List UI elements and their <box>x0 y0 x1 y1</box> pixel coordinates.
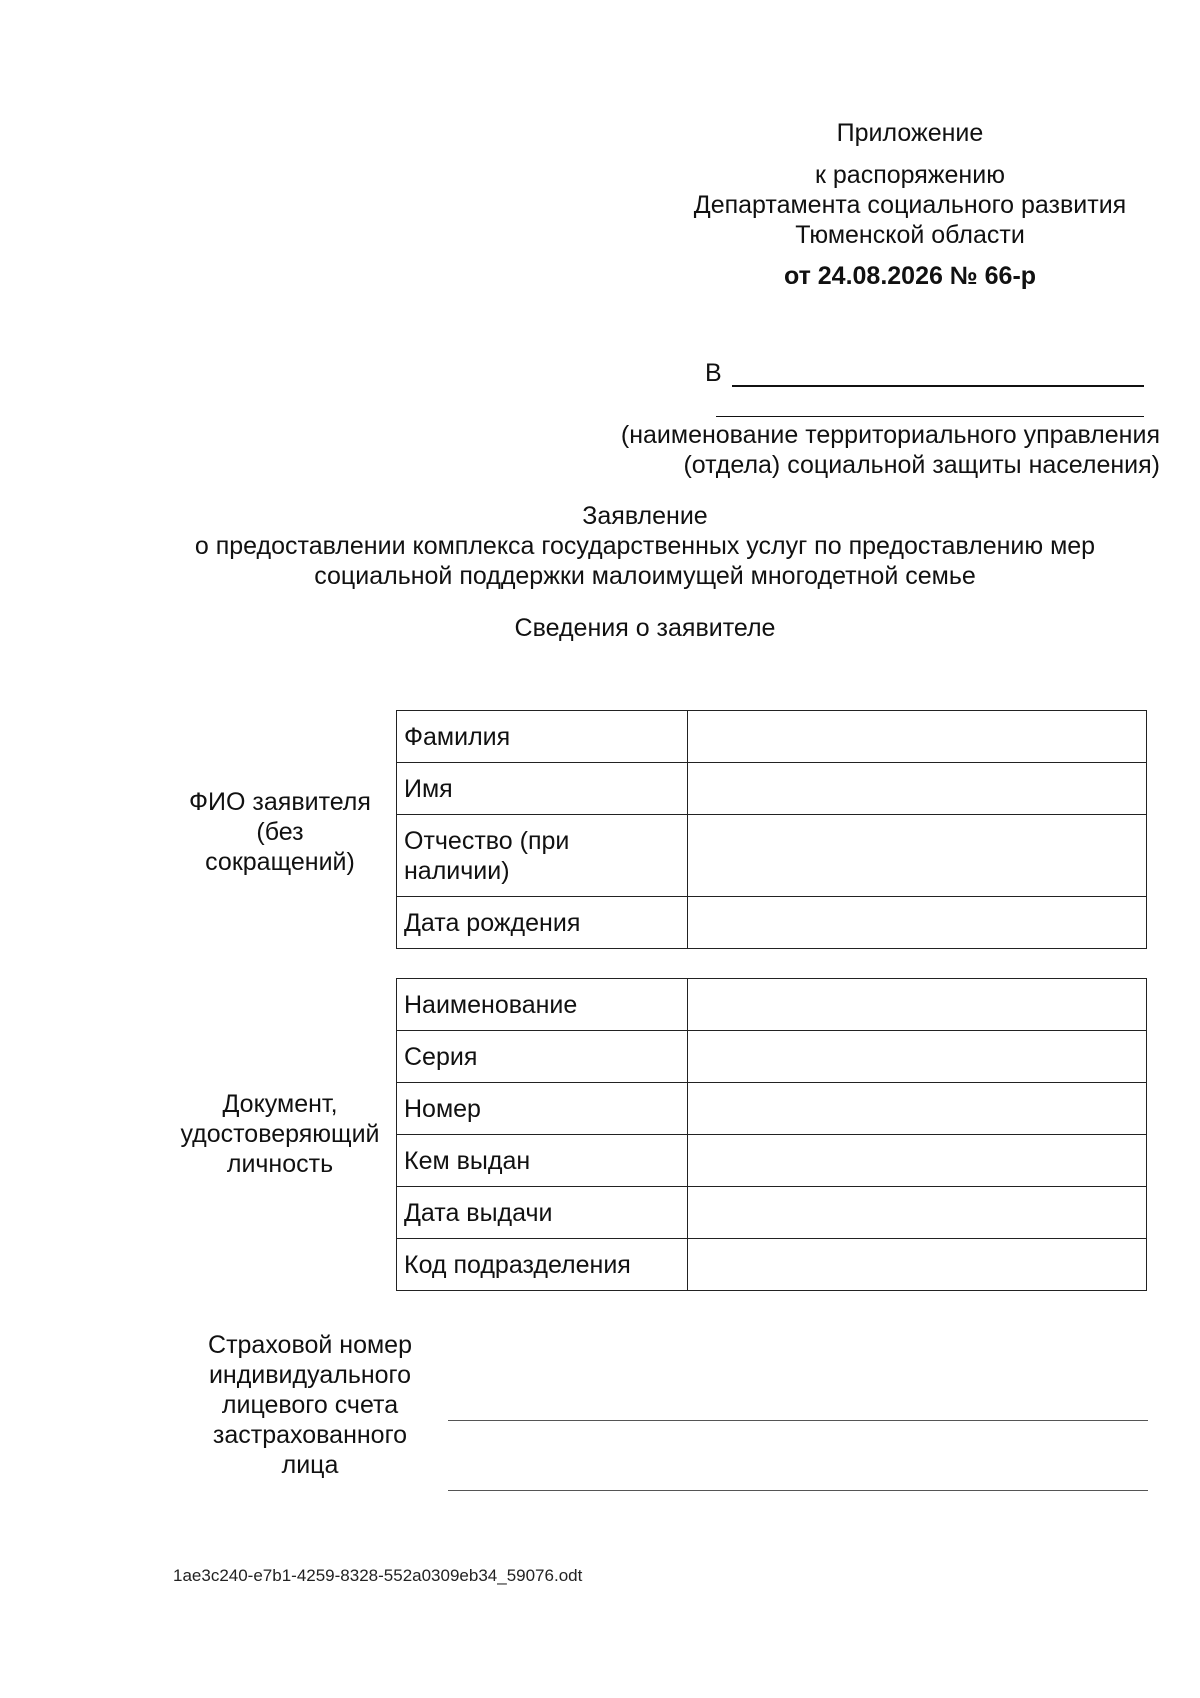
patronymic-label-line2: наличии) <box>404 856 510 885</box>
table-row <box>397 711 1147 763</box>
table-row <box>397 1187 1147 1239</box>
fio-table <box>396 710 1147 949</box>
addressee-input-line-2[interactable] <box>716 390 1144 417</box>
snils-label-line4: застрахованного <box>212 1421 408 1449</box>
snils-label <box>190 1330 430 1480</box>
document-title: Заявление <box>582 502 708 530</box>
doc-division-code-field[interactable] <box>688 1239 1147 1291</box>
order-reference-line3: Тюменской области <box>795 221 1025 249</box>
table-row <box>397 763 1147 815</box>
fio-label-line2: (без <box>256 818 304 846</box>
table-row <box>397 1031 1147 1083</box>
snils-input-line-2[interactable] <box>448 1490 1148 1491</box>
name-field[interactable] <box>687 763 1146 815</box>
patronymic-label-line1: Отчество (при <box>404 826 570 855</box>
doc-series-field[interactable] <box>688 1031 1147 1083</box>
addressee-hint-line2: (отдела) социальной защиты населения) <box>683 451 1160 479</box>
addressee-prefix: В <box>705 359 722 387</box>
order-number-date: от 24.08.2026 № 66-р <box>783 262 1037 290</box>
identity-label-line2: удостоверяющий <box>180 1120 380 1148</box>
doc-issued-by-field[interactable] <box>688 1135 1147 1187</box>
order-reference-line1: к распоряжению <box>815 161 1005 189</box>
document-subtitle-line2: социальной поддержки малоимущей многодетной семье <box>314 562 976 590</box>
doc-division-code-label: Код подразделения <box>397 1239 688 1291</box>
fio-label-line1: ФИО заявителя <box>189 788 371 816</box>
doc-name-field[interactable] <box>688 979 1147 1031</box>
doc-series-label: Серия <box>397 1031 688 1083</box>
doc-issued-by-label: Кем выдан <box>397 1135 688 1187</box>
doc-name-label: Наименование <box>397 979 688 1031</box>
table-row <box>397 1239 1147 1291</box>
table-row <box>397 897 1147 949</box>
name-label: Имя <box>397 763 688 815</box>
identity-label-line3: личность <box>226 1150 334 1178</box>
addressee-input-line[interactable] <box>732 355 1144 387</box>
table-row <box>397 1135 1147 1187</box>
patronymic-label <box>397 815 688 897</box>
birthdate-field[interactable] <box>687 897 1146 949</box>
surname-label: Фамилия <box>397 711 688 763</box>
doc-number-label: Номер <box>397 1083 688 1135</box>
section-heading: Сведения о заявителе <box>514 614 776 642</box>
snils-label-line3: лицевого счета <box>221 1391 399 1419</box>
identity-label-line1: Документ, <box>222 1090 338 1118</box>
file-name-footer: 1ae3c240-e7b1-4259-8328-552a0309eb34_59076.odt <box>173 1566 583 1585</box>
identity-document-label <box>170 1089 390 1179</box>
snils-label-line5: лица <box>281 1451 339 1479</box>
addressee-hint-line1: (наименование территориального управления <box>620 421 1160 449</box>
snils-input-line-1[interactable] <box>448 1420 1148 1421</box>
doc-number-field[interactable] <box>688 1083 1147 1135</box>
surname-field[interactable] <box>687 711 1146 763</box>
identity-document-table <box>396 978 1147 1291</box>
fio-section-label <box>175 787 385 877</box>
patronymic-field[interactable] <box>687 815 1146 897</box>
table-row <box>397 1083 1147 1135</box>
document-subtitle-line1: о предоставлении комплекса государственных услуг по предоставлению мер <box>194 532 1096 560</box>
snils-label-line2: индивидуального <box>208 1361 412 1389</box>
order-reference-line2: Департамента социального развития <box>693 191 1127 219</box>
appendix-heading: Приложение <box>836 119 984 147</box>
doc-issue-date-field[interactable] <box>688 1187 1147 1239</box>
table-row <box>397 815 1147 897</box>
snils-label-line1: Страховой номер <box>208 1331 412 1359</box>
birthdate-label: Дата рождения <box>397 897 688 949</box>
doc-issue-date-label: Дата выдачи <box>397 1187 688 1239</box>
fio-label-line3: сокращений) <box>205 848 355 876</box>
table-row <box>397 979 1147 1031</box>
